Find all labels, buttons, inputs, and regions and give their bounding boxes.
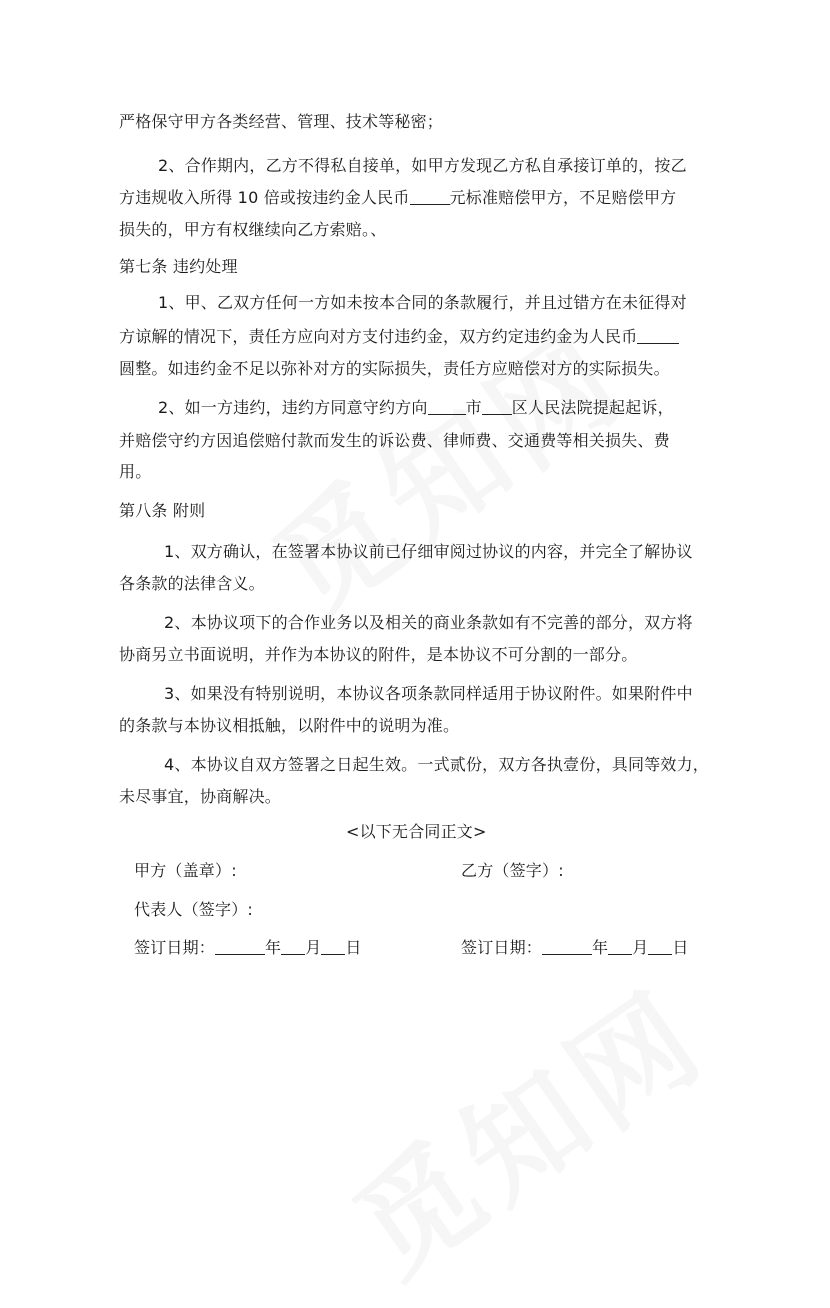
paragraph-line — [119, 326, 679, 348]
year-label: 年 — [265, 938, 282, 957]
paragraph-line: 并赔偿守约方因追偿赔付款而发生的诉讼费、律师费、交通费等相关损失、费 — [119, 431, 670, 450]
fill-blank — [410, 188, 450, 205]
paragraph-line: 圆整。如违约金不足以弥补对方的实际损失，责任方应赔偿对方的实际损失。 — [119, 359, 670, 378]
paragraph-line: 2、本协议项下的合作业务以及相关的商业条款如有不完善的部分，双方将 — [164, 613, 693, 632]
representative-label: 代表人（签字）: — [134, 900, 253, 919]
party-a-date — [134, 937, 362, 959]
paragraph-line: 协商另立书面说明，并作为本协议的附件，是本协议不可分割的一部分。 — [119, 645, 638, 664]
year-label: 年 — [592, 938, 609, 957]
party-a-label: 甲方（盖章）: — [134, 861, 237, 880]
fill-blank — [482, 398, 512, 415]
text-segment: 市 — [465, 398, 482, 417]
month-label: 月 — [632, 938, 649, 957]
day-blank — [648, 938, 672, 955]
year-blank — [215, 938, 265, 955]
end-note: <以下无合同正文> — [346, 822, 487, 841]
section-title: 第八条 附则 — [119, 501, 206, 520]
date-label: 签订日期： — [134, 938, 216, 957]
day-label: 日 — [345, 938, 362, 957]
month-label: 月 — [305, 938, 322, 957]
paragraph-line: 1、甲、乙双方任何一方如未按本合同的条款履行，并且过错方在未征得对 — [158, 293, 687, 312]
paragraph-line: 未尽事宜，协商解决。 — [119, 787, 282, 806]
party-b-label: 乙方（签字）: — [461, 861, 564, 880]
date-label: 签订日期： — [461, 938, 543, 957]
text-segment: 元标准赔偿甲方，不足赔偿甲方 — [449, 188, 677, 207]
text-segment: 2、如一方违约，违约方同意守约方向 — [158, 398, 428, 417]
paragraph-line: 1、双方确认，在签署本协议前已仔细审阅过协议的内容，并完全了解协议 — [164, 542, 693, 561]
paragraph-line: 4、本协议自双方签署之日起生效。一式贰份，双方各执壹份，具同等效力， — [164, 755, 709, 774]
paragraph-line: 的条款与本协议相抵触，以附件中的说明为准。 — [119, 716, 460, 735]
day-label: 日 — [672, 938, 689, 957]
text-segment: 方谅解的情况下，责任方应向对方支付违约金，双方约定违约金为人民币 — [119, 327, 638, 346]
paragraph-line: 各条款的法律含义。 — [119, 574, 265, 593]
paragraph-line: 严格保守甲方各类经营、管理、技术等秘密； — [119, 112, 444, 131]
paragraph-line: 2、合作期内，乙方不得私自接单，如甲方发现乙方私自承接订单的，按乙 — [158, 156, 687, 175]
watermark-bottom — [316, 944, 734, 1308]
day-blank — [321, 938, 345, 955]
paragraph-line — [119, 187, 676, 209]
party-b-date — [461, 937, 689, 959]
paragraph-line: 损失的，甲方有权继续向乙方索赔。、 — [119, 220, 387, 239]
fill-blank — [637, 327, 679, 344]
paragraph-line: 用。 — [119, 462, 152, 481]
text-segment: 方违规收入所得 10 倍或按违约金人民币 — [119, 188, 410, 207]
paragraph-line — [158, 397, 674, 419]
text-segment: 区人民法院提起起诉， — [511, 398, 674, 417]
section-title: 第七条 违约处理 — [119, 257, 238, 276]
year-blank — [542, 938, 592, 955]
month-blank — [608, 938, 632, 955]
paragraph-line: 3、如果没有特别说明，本协议各项条款同样适用于协议附件。如果附件中 — [164, 684, 693, 703]
month-blank — [281, 938, 305, 955]
fill-blank — [428, 398, 466, 415]
